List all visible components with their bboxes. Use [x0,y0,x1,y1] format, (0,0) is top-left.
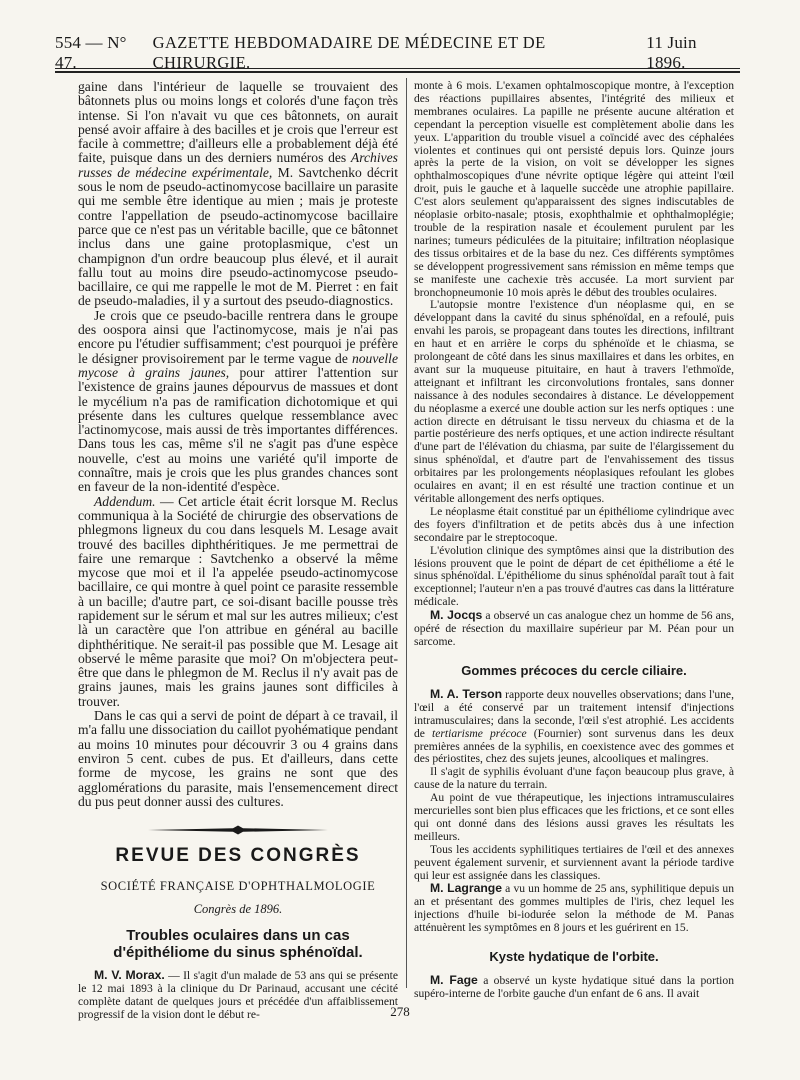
paragraph: Le néoplasme était constitué par un épithéliome cylindrique avec des foyers d'infiltration et de petits abcès dus à une infection secondaire par le streptocoque. [414,504,734,544]
header-rule-thin [55,68,740,69]
paragraph [414,882,734,935]
section-title: REVUE DES CONGRÈS [115,845,361,867]
term-italic: tertiarisme précoce [432,726,527,740]
paragraph-text: M. Savtchenko décrit sous le nom de pseudo-actinomycose bacillaire un parasite qui me semble être identique au mien ; mais je proteste contre l'appellation de pseudo-actinomycose bacillaire parce que ce n'est pas un véritable bacille, que ce bâtonnet inclus dans une gaine protoplasmique, c'est un champignon d'un ordre beaucoup plus élevé, et il aurait fallu tout au moins dire pseudo-actinomycose pseudo-bacillaire, ce qui me rappelle le mot de M. Pierret : en fait de pseudo-maladies, il y a surtout des pseudo-diagnostics. [78,164,398,309]
page-issue-number: 554 — N° 47. [55,33,127,72]
paragraph: Tous les accidents syphilitiques tertiaires de l'œil et des annexes peuvent également survenir, et surviennent avant la période tardive qui leur est assignée dans les classiques. [414,842,734,882]
ornament-divider [78,825,398,835]
paragraph [414,688,734,766]
journal-reference: Archives russes de médecine expérimentale, [78,150,398,180]
paragraph-text: a observé un kyste hydatique situé dans la portion supéro-interne de l'orbite gauche d'un enfant de 6 ans. Il avait [414,974,734,1000]
column-divider [406,78,407,988]
paragraph: Il s'agit de syphilis évoluant d'une façon beaucoup plus grave, à cause de la nature du terrain. [414,765,734,792]
addendum-paragraph [78,495,398,709]
left-column [78,80,398,1022]
congress-year: Congrès de 1896. [193,902,283,917]
paragraph [78,80,398,309]
paragraph: monte à 6 mois. L'examen ophtalmoscopique montre, à l'exception des réactions pupillaires absentes, l'intégrité des milieux et membranes oculaires. La papille ne présente aucune altération et cependant la perception visuelle est complètement abolie dans les yeux. L'apparition du trouble visuel a coïncidé avec des céphalées violentes et continues qui ont persisté depuis lors. Quinze jours après la perte de la vision, on voit se développer les signes ophthalmoscopiques d'une névrite optique légère qui atteint l'œil droit, puis le gauche et à laquelle succède une atrophie papillaire. C'est alors seulement qu'apparaissent des signes indiscutables de néoplasie orbito-nasale; ptosis, exophthalmie et ophthalmoplégie; trouble de la respiration nasale et écoulement purulent par les narines; tumeurs pédiculées de la pituitaire; infiltration néoplasique des tissus orbitaires et de la base du nez. Ces différents symptômes se développent progressivement sans rémission en même temps que se manifeste une cachexie très accusée. La mort survient par bronchopneumonie 10 mois après le début des troubles oculaires. [414,79,734,299]
issue-date: 11 Juin 1896. [646,33,697,72]
paragraph: L'autopsie montre l'existence d'un néoplasme qui, en se développant dans la cavité du sinus sphénoïdal, en a refoulé, puis envahi les parois, se propageant dans toutes les directions, infiltrant en haut et en arrière le corps du sphénoïde et le chiasma, se prolongeant de côté dans les sinus maxillaires et dans les orbites, en avant sur la muqueuse pituitaire, en haut à travers l'ethmoïde, atteignant et infiltrant les circonvolutions frontales, sans donner naissance à des nodules secondaires à distance. Le développement du néoplasme a exercé une double action sur les nerfs optiques : une action directe en détruisant le tissu nerveux du chiasma et de la partie postérieure des nerfs optiques, et une action indirecte résultant d'une part de l'élévation du chiasma, par suite de l'élargissement du sinus sphénoïdal, et d'autre part de l'envahissement des tissus orbitaires par les prolongements néoplasiques refoulant les globes oculaires en avant; il en est résulté une traction continue et un véritable allongement des nerfs optiques. [414,298,734,505]
paragraph: L'évolution clinique des symptômes ainsi que la distribution des lésions prouvent que le point de départ de cet épithéliome a été le sinus sphénoïdal. L'épithéliome du sinus sphénoïdal paraît tout à fait exceptionnel; l'auteur n'en a pas trouvé d'autres cas dans la littérature médicale. [414,543,734,609]
paragraph: Dans le cas qui a servi de point de départ à ce travail, il m'a fallu une dissociation du caillot pyohématique pendant au moins 10 minutes pour découvrir 3 ou 4 grains dans environ 5 cent. cubes de pus. Et d'ailleurs, dans cette forme de mycose, les grains ne sont que des agglomérations du parasite, mais l'ensemencement direct du pus peut donner aussi des cultures. [78,708,398,809]
page-number: 278 [390,1004,410,1019]
paragraph-text: — Il s'agit d'un malade de 53 ans qui se présente le 12 mai 1893 à la clinique du Dr Parinaud, accusant une cécité complète datant de quelques jours et précédée d'un affaiblissement progressif de la vision dont le début re- [78,969,398,1021]
article-title: Troubles oculaires dans un cas d'épithéliome du sinus sphénoïdal. [113,927,363,962]
subsection-title: Kyste hydatique de l'orbite. [489,949,659,965]
paragraph [414,974,734,1001]
society-name: SOCIÉTÉ FRANÇAISE D'OPHTHALMOLOGIE [100,879,376,894]
paragraph-text: (Fournier) sont survenus dans les deux premières années de la syphilis, en coexistence avec des gommes et des périostites, chez des sujets jeunes, alcooliques et malingres. [414,726,734,766]
paragraph-text: a vu un homme de 25 ans, syphilitique depuis un an et présentant des gommes multiples de l'iris, chez lequel les injections d'huile bi-iodurée selon la méthode de M. Panas atténuèrent les symptômes en 8 jours et les guérirent en 15. [414,882,735,935]
header-rule-thick [55,71,740,73]
term-italic: nouvelle mycose à grains jaunes, [78,350,398,380]
paragraph-text: rapporte deux nouvelles observations; dans l'une, l'œil a été conservé par un traitement intensif d'injections intramusculaires; dans la seconde, l'œil s'est atrophié. Les accidents de [414,687,734,740]
paragraph [414,609,734,649]
paragraph-text: gaine dans l'intérieur de laquelle se trouvaient des bâtonnets plus ou moins longs et colorés d'une façon très intense. Si l'on n'avait vu que ces bâtonnets, on aurait pensé avoir affaire à des bacilles et je crois que l'erreur est facile à commettre; d'ailleurs elle a probablement déjà été faite, puisque dans un des derniers numéros des [78,79,398,166]
subsection-title: Gommes précoces du cercle ciliaire. [461,662,687,678]
paragraph [78,309,398,495]
running-header [55,33,740,72]
ornament-icon [148,825,328,835]
right-column [414,80,734,1001]
author-name: M. A. Terson [430,686,503,701]
paragraph-text: a observé un cas analogue chez un homme de 56 ans, opéré de résection du maxillaire supérieur par M. Péan pour un sarcome. [414,609,734,648]
author-name: M. Fage [430,973,478,988]
author-name: M. Lagrange [430,881,503,896]
paragraph: Au point de vue thérapeutique, les injections intramusculaires mercurielles sont bien plus efficaces que les frictions, et ce sont elles qui ont donné dans des lésions aussi graves les résultats les meilleurs. [414,791,734,843]
paragraph-text: Je crois que ce pseudo-bacille rentrera dans le groupe des oospora ainsi que l'actinomycose, mais je n'ai pas encore pu l'étudier suffisamment; c'est pourquoi je préfère le désigner provisoirement par le terme vague de [78,307,398,366]
addendum-label: Addendum. [94,493,156,509]
author-name: M. Jocqs [430,608,483,623]
paragraph-text: — Cet article était écrit lorsque M. Reclus communiqua à la Société de chirurgie des observations de phlegmons ligneux du cou dans lesquels M. Lesage avait trouvé des bacilles diphthéritiques. Je me permettrai de faire une remarque : Savtchenko a observé la même mycose que moi et il l'a appelée pseudo-actinomycose bacillaire, ce qui montre à quel point ce parasite ressemble à un bacille; d'autre part, ce soi-disant bacille pousse très rapidement sur le sérum et mal sur les autres milieux; c'est là un caractère que l'on attribue en général au bacille diphthéritique. Ne serait-il pas possible que M. Lesage ait observé le même parasite que moi? On m'objectera peut-être que dans le phlegmon de M. Reclus il n'y avait pas de grains jaunes, mais les grains jaunes sont difficiles à trouver. [78,493,398,709]
author-name: M. V. Morax. [94,968,165,983]
journal-title: GAZETTE HEBDOMADAIRE DE MÉDECINE ET DE CHIRURGIE. [152,33,546,72]
paragraph-text: pour attirer l'attention sur l'existence de grains jaunes dépourvus de massues et dont le mycélium n'a pas de ramification dichotomique et qui présente dans les cultures quelque ressemblance avec l'actinomycose, mais aussi de très importantes différences. Dans tous les cas, même s'il ne s'agit pas d'une espèce nouvelle, c'est au moins une variété qu'il importe de connaître, mais je crois que les plus grandes chances sont en faveur de la non-identité d'espèce. [78,364,399,495]
